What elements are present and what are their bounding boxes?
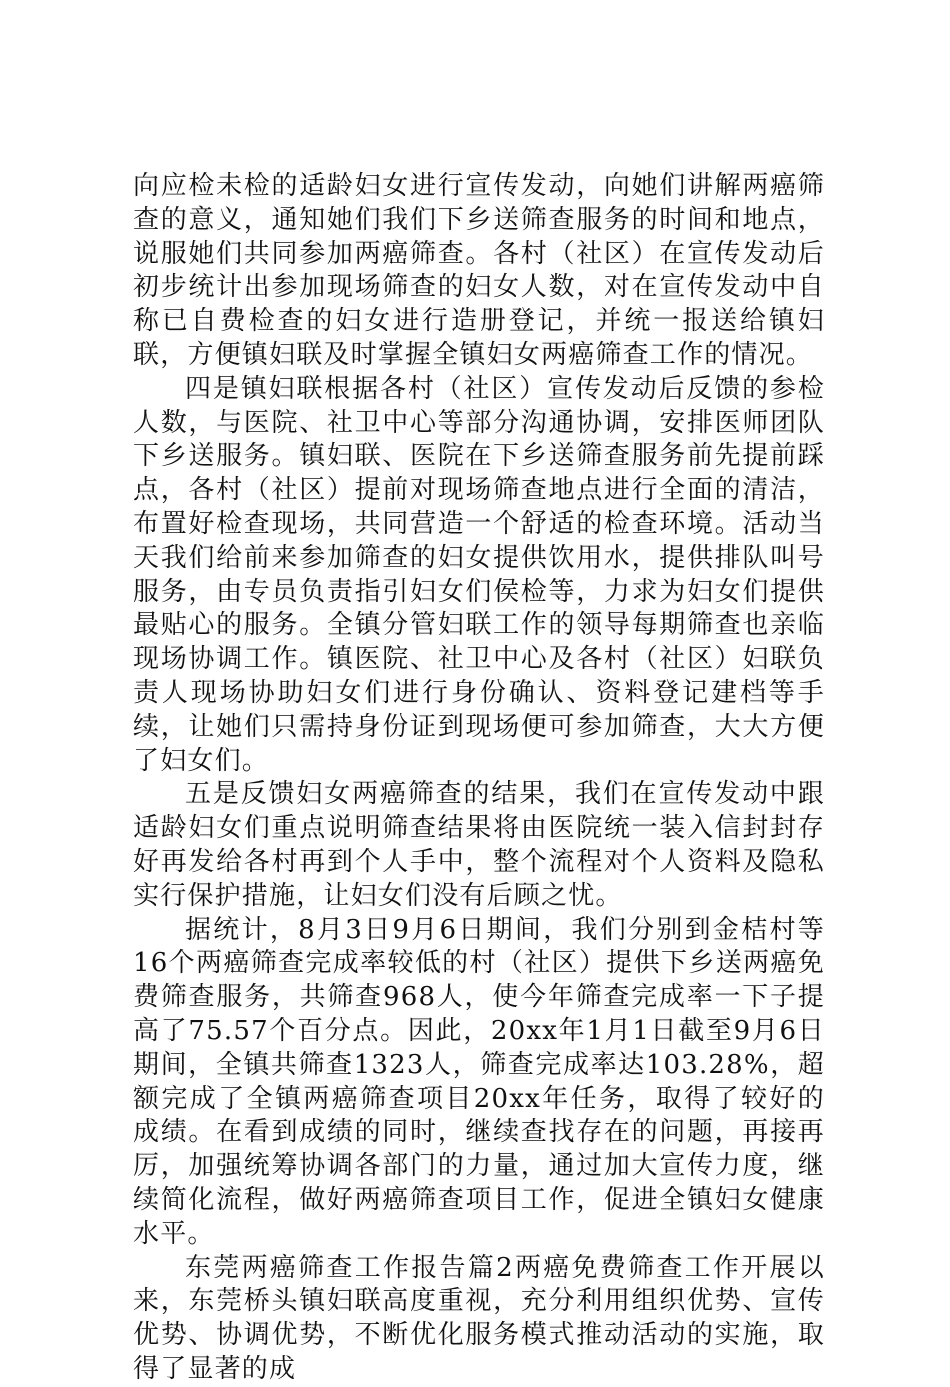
document-body	[133, 170, 825, 1387]
paragraph-report-two: 东莞两癌筛查工作报告篇2两癌免费筛查工作开展以来，东莞桥头镇妇联高度重视，充分利用组织优势、宣传优势、协调优势，不断优化服务模式推动活动的实施，取得了显著的成	[133, 1252, 825, 1384]
paragraph-continuation: 向应检未检的适龄妇女进行宣传发动，向她们讲解两癌筛查的意义，通知她们我们下乡送筛查服务的时间和地点，说服她们共同参加两癌筛查。各村（社区）在宣传发动后初步统计出参加现场筛查的妇女人数，对在宣传发动中自称已自费检查的妇女进行造册登记，并统一报送给镇妇联，方便镇妇联及时掌握全镇妇女两癌筛查工作的情况。	[133, 171, 825, 370]
paragraph-statistics: 据统计，8月3日9月6日期间，我们分别到金桔村等16个两癌筛查完成率较低的村（社区）提供下乡送两癌免费筛查服务，共筛查968人，使今年筛查完成率一下子提高了75.57个百分点。因此，20xx年1月1日截至9月6日期间，全镇共筛查1323人，筛查完成率达103.28%，超额完成了全镇两癌筛查项目20xx年任务，取得了较好的成绩。在看到成绩的同时，继续查找存在的问题，再接再厉，加强统筹协调各部门的力量，通过加大宣传力度，继续简化流程，做好两癌筛查项目工作，促进全镇妇女健康水平。	[133, 914, 825, 1249]
paragraph-item-five: 五是反馈妇女两癌筛查的结果，我们在宣传发动中跟适龄妇女们重点说明筛查结果将由医院统一装入信封封存好再发给各村再到个人手中，整个流程对个人资料及隐私实行保护措施，让妇女们没有后顾之忧。	[133, 779, 825, 911]
paragraph-item-four: 四是镇妇联根据各村（社区）宣传发动后反馈的参检人数，与医院、社卫中心等部分沟通协调，安排医师团队下乡送服务。镇妇联、医院在下乡送筛查服务前先提前踩点，各村（社区）提前对现场筛查地点进行全面的清洁，布置好检查现场，共同营造一个舒适的检查环境。活动当天我们给前来参加筛查的妇女提供饮用水，提供排队叫号服务，由专员负责指引妇女们侯检等，力求为妇女们提供最贴心的服务。全镇分管妇联工作的领导每期筛查也亲临现场协调工作。镇医院、社卫中心及各村（社区）妇联负责人现场协助妇女们进行身份确认、资料登记建档等手续，让她们只需持身份证到现场便可参加筛查，大大方便了妇女们。	[133, 373, 825, 776]
